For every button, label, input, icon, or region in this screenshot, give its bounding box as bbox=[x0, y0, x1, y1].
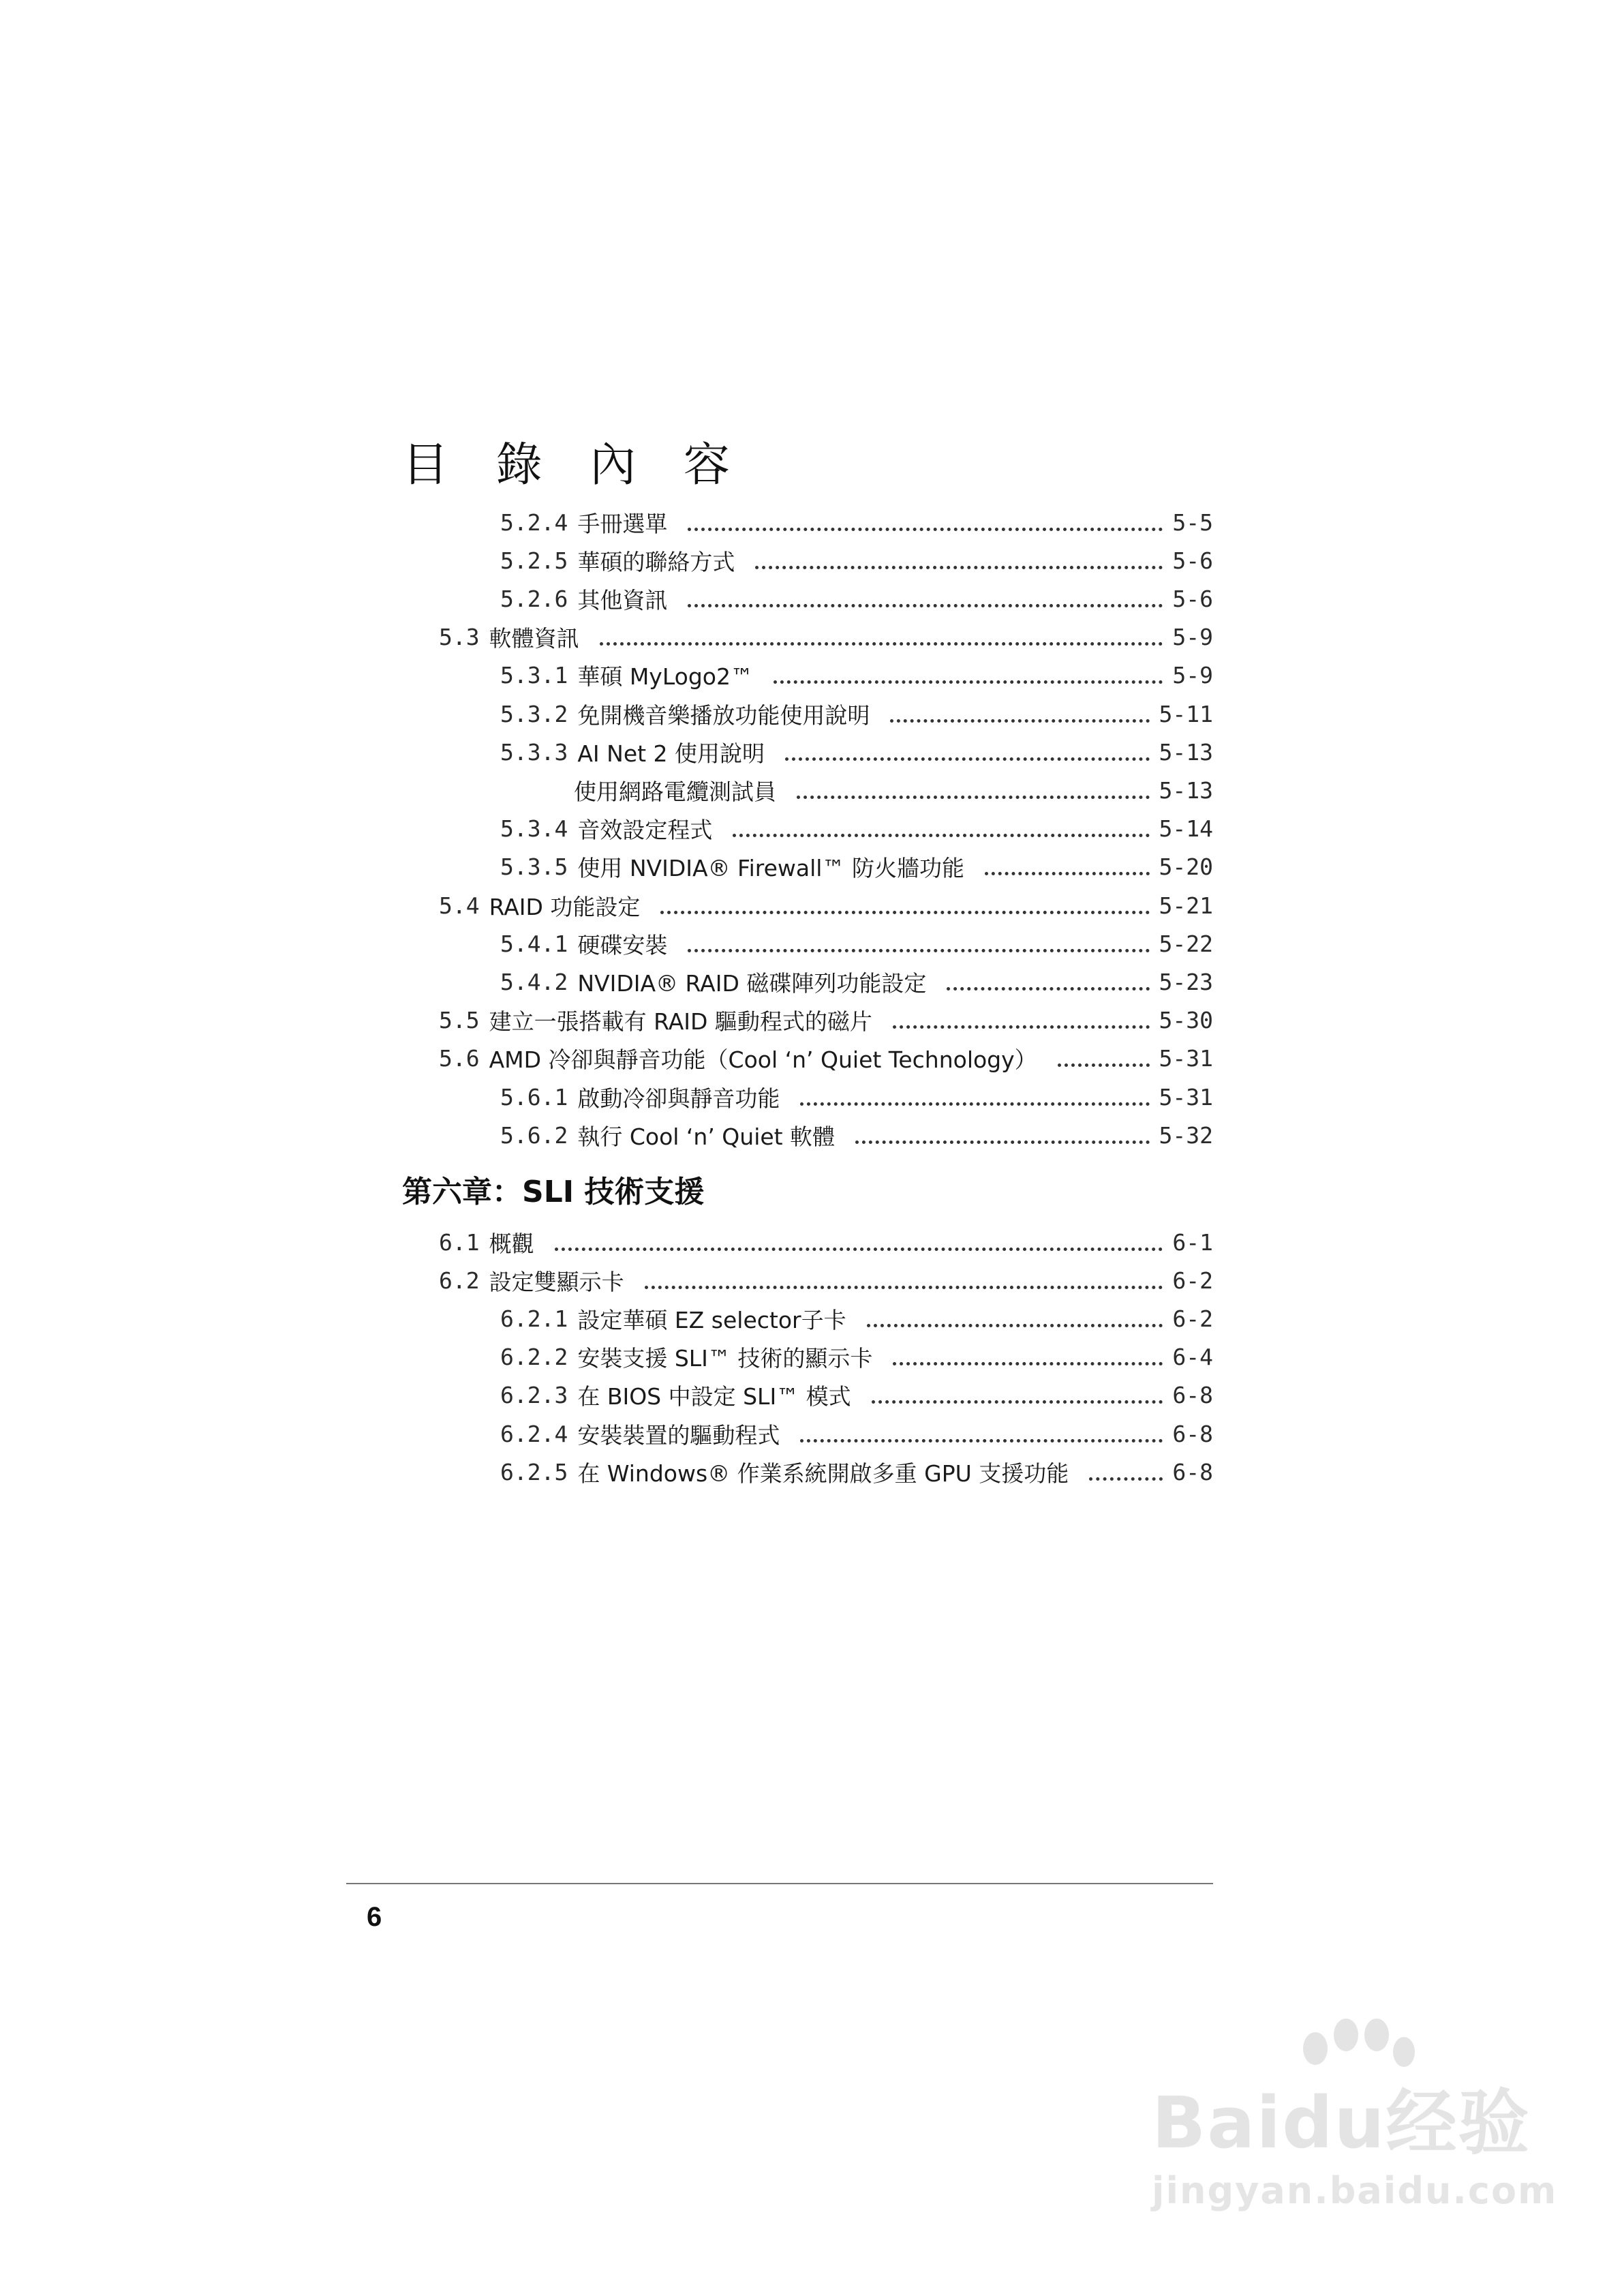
toc-entry-title: 硬碟安裝 bbox=[577, 931, 668, 958]
toc-entry-number: 6.1 bbox=[439, 1228, 480, 1256]
toc-entry-title: 華碩 MyLogo2™ bbox=[577, 663, 753, 691]
toc-entry-number: 5.3.3 bbox=[500, 738, 568, 766]
dot-leader bbox=[1058, 1063, 1150, 1067]
toc-entry bbox=[439, 886, 1213, 924]
toc-entry-page: 5-6 bbox=[1172, 585, 1213, 612]
toc-entry-page: 6-2 bbox=[1172, 1267, 1213, 1294]
toc-entry bbox=[500, 695, 1213, 733]
toc-entry-number: 5.5 bbox=[439, 1007, 480, 1034]
toc-entry-number: 5.3.2 bbox=[500, 700, 568, 727]
dot-leader bbox=[555, 1248, 1163, 1251]
dot-leader bbox=[985, 872, 1150, 875]
toc-entry bbox=[439, 618, 1213, 656]
toc-entry-title: 建立一張搭載有 RAID 驅動程式的磁片 bbox=[489, 1008, 872, 1036]
toc-entry-page: 6-1 bbox=[1172, 1228, 1213, 1256]
toc-entry-page: 6-8 bbox=[1172, 1382, 1213, 1409]
watermark-brand: Baidu经验 bbox=[1152, 2081, 1531, 2164]
watermark-url: jingyan.baidu.com bbox=[1152, 2169, 1558, 2212]
dot-leader bbox=[867, 1324, 1163, 1327]
toc-entry-page: 5-9 bbox=[1172, 624, 1213, 651]
toc-entry bbox=[500, 1376, 1213, 1415]
dot-leader bbox=[1089, 1477, 1163, 1481]
dot-leader bbox=[688, 604, 1163, 607]
toc-entry bbox=[500, 733, 1213, 771]
page-number: 6 bbox=[367, 1902, 382, 1932]
toc-entry-number: 5.4.1 bbox=[500, 930, 568, 957]
toc-entry-title: 執行 Cool ‘n’ Quiet 軟體 bbox=[577, 1123, 836, 1150]
toc-entry-title: NVIDIA® RAID 磁碟陣列功能設定 bbox=[577, 969, 927, 997]
toc-entry-number: 6.2.5 bbox=[500, 1458, 568, 1485]
toc-entry-page: 5-31 bbox=[1159, 1045, 1213, 1072]
dot-leader bbox=[855, 1141, 1149, 1144]
dot-leader bbox=[645, 1286, 1163, 1289]
toc-entry-number: 5.4 bbox=[439, 892, 480, 919]
toc-entry-page: 5-14 bbox=[1159, 815, 1213, 843]
dot-leader bbox=[755, 566, 1163, 569]
dot-leader bbox=[688, 528, 1163, 531]
dot-leader bbox=[600, 642, 1163, 646]
toc-entry-title: 使用 NVIDIA® Firewall™ 防火牆功能 bbox=[577, 855, 964, 882]
dot-leader bbox=[893, 1025, 1150, 1029]
toc-entry-title: 在 Windows® 作業系統開啟多重 GPU 支援功能 bbox=[577, 1460, 1069, 1487]
toc-entry-title: 免開機音樂播放功能使用說明 bbox=[577, 701, 870, 729]
toc-entry bbox=[500, 579, 1213, 618]
toc-entry-title: 音效設定程式 bbox=[577, 817, 713, 844]
dot-leader bbox=[733, 834, 1149, 837]
toc-entry-number: 6.2 bbox=[439, 1267, 480, 1294]
toc-entry-page: 5-22 bbox=[1159, 930, 1213, 957]
toc-entry-title: AI Net 2 使用說明 bbox=[577, 740, 765, 767]
toc-entry-title: 概觀 bbox=[489, 1230, 534, 1257]
toc-entry bbox=[500, 503, 1213, 541]
toc-entry-title: 設定華碩 EZ selector子卡 bbox=[577, 1306, 846, 1333]
toc-entry bbox=[500, 810, 1213, 848]
toc-entry-page: 5-30 bbox=[1159, 1007, 1213, 1034]
toc-entry-number: 6.2.3 bbox=[500, 1382, 568, 1409]
toc-entry-page: 6-8 bbox=[1172, 1420, 1213, 1447]
toc-entry-title: 啟動冷卻與靜音功能 bbox=[577, 1085, 780, 1112]
toc-entry bbox=[500, 1415, 1213, 1453]
toc-entry-title: 安裝支援 SLI™ 技術的顯示卡 bbox=[577, 1345, 873, 1372]
toc-entry-title: 在 BIOS 中設定 SLI™ 模式 bbox=[577, 1383, 851, 1410]
toc-entry-title: AMD 冷卻與靜音功能（Cool ‘n’ Quiet Technology） bbox=[489, 1046, 1037, 1074]
toc-entry bbox=[500, 963, 1213, 1001]
toc-entry-page: 6-4 bbox=[1172, 1344, 1213, 1371]
toc-entry-page: 5-6 bbox=[1172, 547, 1213, 574]
toc-entry-title: RAID 功能設定 bbox=[489, 893, 641, 920]
toc-entry-page: 5-13 bbox=[1159, 738, 1213, 766]
toc-entry-title: 使用網路電纜測試員 bbox=[574, 778, 776, 805]
toc-entry bbox=[500, 924, 1213, 963]
toc-entry-number: 5.6.2 bbox=[500, 1121, 568, 1149]
toc-entry bbox=[439, 1001, 1213, 1040]
toc-entry-number: 6.2.2 bbox=[500, 1344, 568, 1371]
chapter-heading: 第六章：SLI 技術支援 bbox=[402, 1175, 705, 1209]
toc-entry bbox=[439, 1040, 1213, 1078]
toc-entry-page: 5-20 bbox=[1159, 854, 1213, 881]
toc-entry-number: 5.2.4 bbox=[500, 509, 568, 536]
toc-entry-number: 5.2.5 bbox=[500, 547, 568, 574]
dot-leader bbox=[893, 1362, 1163, 1365]
toc-entry bbox=[439, 1261, 1213, 1299]
toc-entry-page: 5-32 bbox=[1159, 1121, 1213, 1149]
dot-leader bbox=[872, 1400, 1163, 1404]
dot-leader bbox=[797, 796, 1150, 799]
toc-entry-title: 手冊選單 bbox=[577, 510, 668, 537]
dot-leader bbox=[800, 1439, 1163, 1442]
toc-entry bbox=[500, 1078, 1213, 1116]
toc-entry-number: 5.6 bbox=[439, 1045, 480, 1072]
toc-entry-number: 5.6.1 bbox=[500, 1083, 568, 1111]
toc-entry-number: 6.2.1 bbox=[500, 1305, 568, 1332]
toc-entry-title: 安裝裝置的驅動程式 bbox=[577, 1421, 780, 1449]
toc-entry bbox=[500, 1453, 1213, 1491]
dot-leader bbox=[660, 911, 1149, 914]
toc-entry-number: 5.3 bbox=[439, 624, 480, 651]
dot-leader bbox=[785, 757, 1149, 761]
page-title: 目 錄 內 容 bbox=[402, 438, 746, 492]
toc-entry bbox=[500, 848, 1213, 886]
dot-leader bbox=[774, 680, 1163, 684]
toc-entry bbox=[439, 1223, 1213, 1261]
toc-entry-page: 5-11 bbox=[1159, 700, 1213, 727]
toc-entry-title: 軟體資訊 bbox=[489, 625, 579, 652]
footer-divider bbox=[346, 1883, 1213, 1884]
toc-entry bbox=[500, 1116, 1213, 1154]
toc-entry bbox=[500, 1299, 1213, 1338]
toc-entry-number: 5.3.1 bbox=[500, 662, 568, 689]
toc-entry bbox=[574, 771, 1213, 809]
toc-entry bbox=[500, 541, 1213, 579]
toc-entry-number: 5.4.2 bbox=[500, 968, 568, 995]
toc-entry-title: 其他資訊 bbox=[577, 586, 668, 614]
toc-entry bbox=[500, 656, 1213, 695]
toc-entry-page: 5-9 bbox=[1172, 662, 1213, 689]
dot-leader bbox=[890, 719, 1149, 723]
dot-leader bbox=[688, 949, 1149, 952]
dot-leader bbox=[947, 987, 1149, 991]
toc-entry-page: 5-13 bbox=[1159, 776, 1213, 804]
toc-entry-page: 6-8 bbox=[1172, 1458, 1213, 1485]
toc-entry-number: 6.2.4 bbox=[500, 1420, 568, 1447]
toc-entry-number: 5.3.4 bbox=[500, 815, 568, 843]
baidu-watermark bbox=[1152, 2018, 1558, 2236]
toc-entry-title: 設定雙顯示卡 bbox=[489, 1268, 624, 1295]
toc-entry-page: 5-21 bbox=[1159, 892, 1213, 919]
toc-entry-page: 5-5 bbox=[1172, 509, 1213, 536]
dot-leader bbox=[800, 1102, 1149, 1106]
toc-entry-page: 5-23 bbox=[1159, 968, 1213, 995]
toc-entry-page: 5-31 bbox=[1159, 1083, 1213, 1111]
toc-entry-title: 華碩的聯絡方式 bbox=[577, 548, 735, 575]
toc-entry-number: 5.3.5 bbox=[500, 854, 568, 881]
toc-entry bbox=[500, 1338, 1213, 1376]
toc-entry-number: 5.2.6 bbox=[500, 585, 568, 612]
toc-entry-page: 6-2 bbox=[1172, 1305, 1213, 1332]
